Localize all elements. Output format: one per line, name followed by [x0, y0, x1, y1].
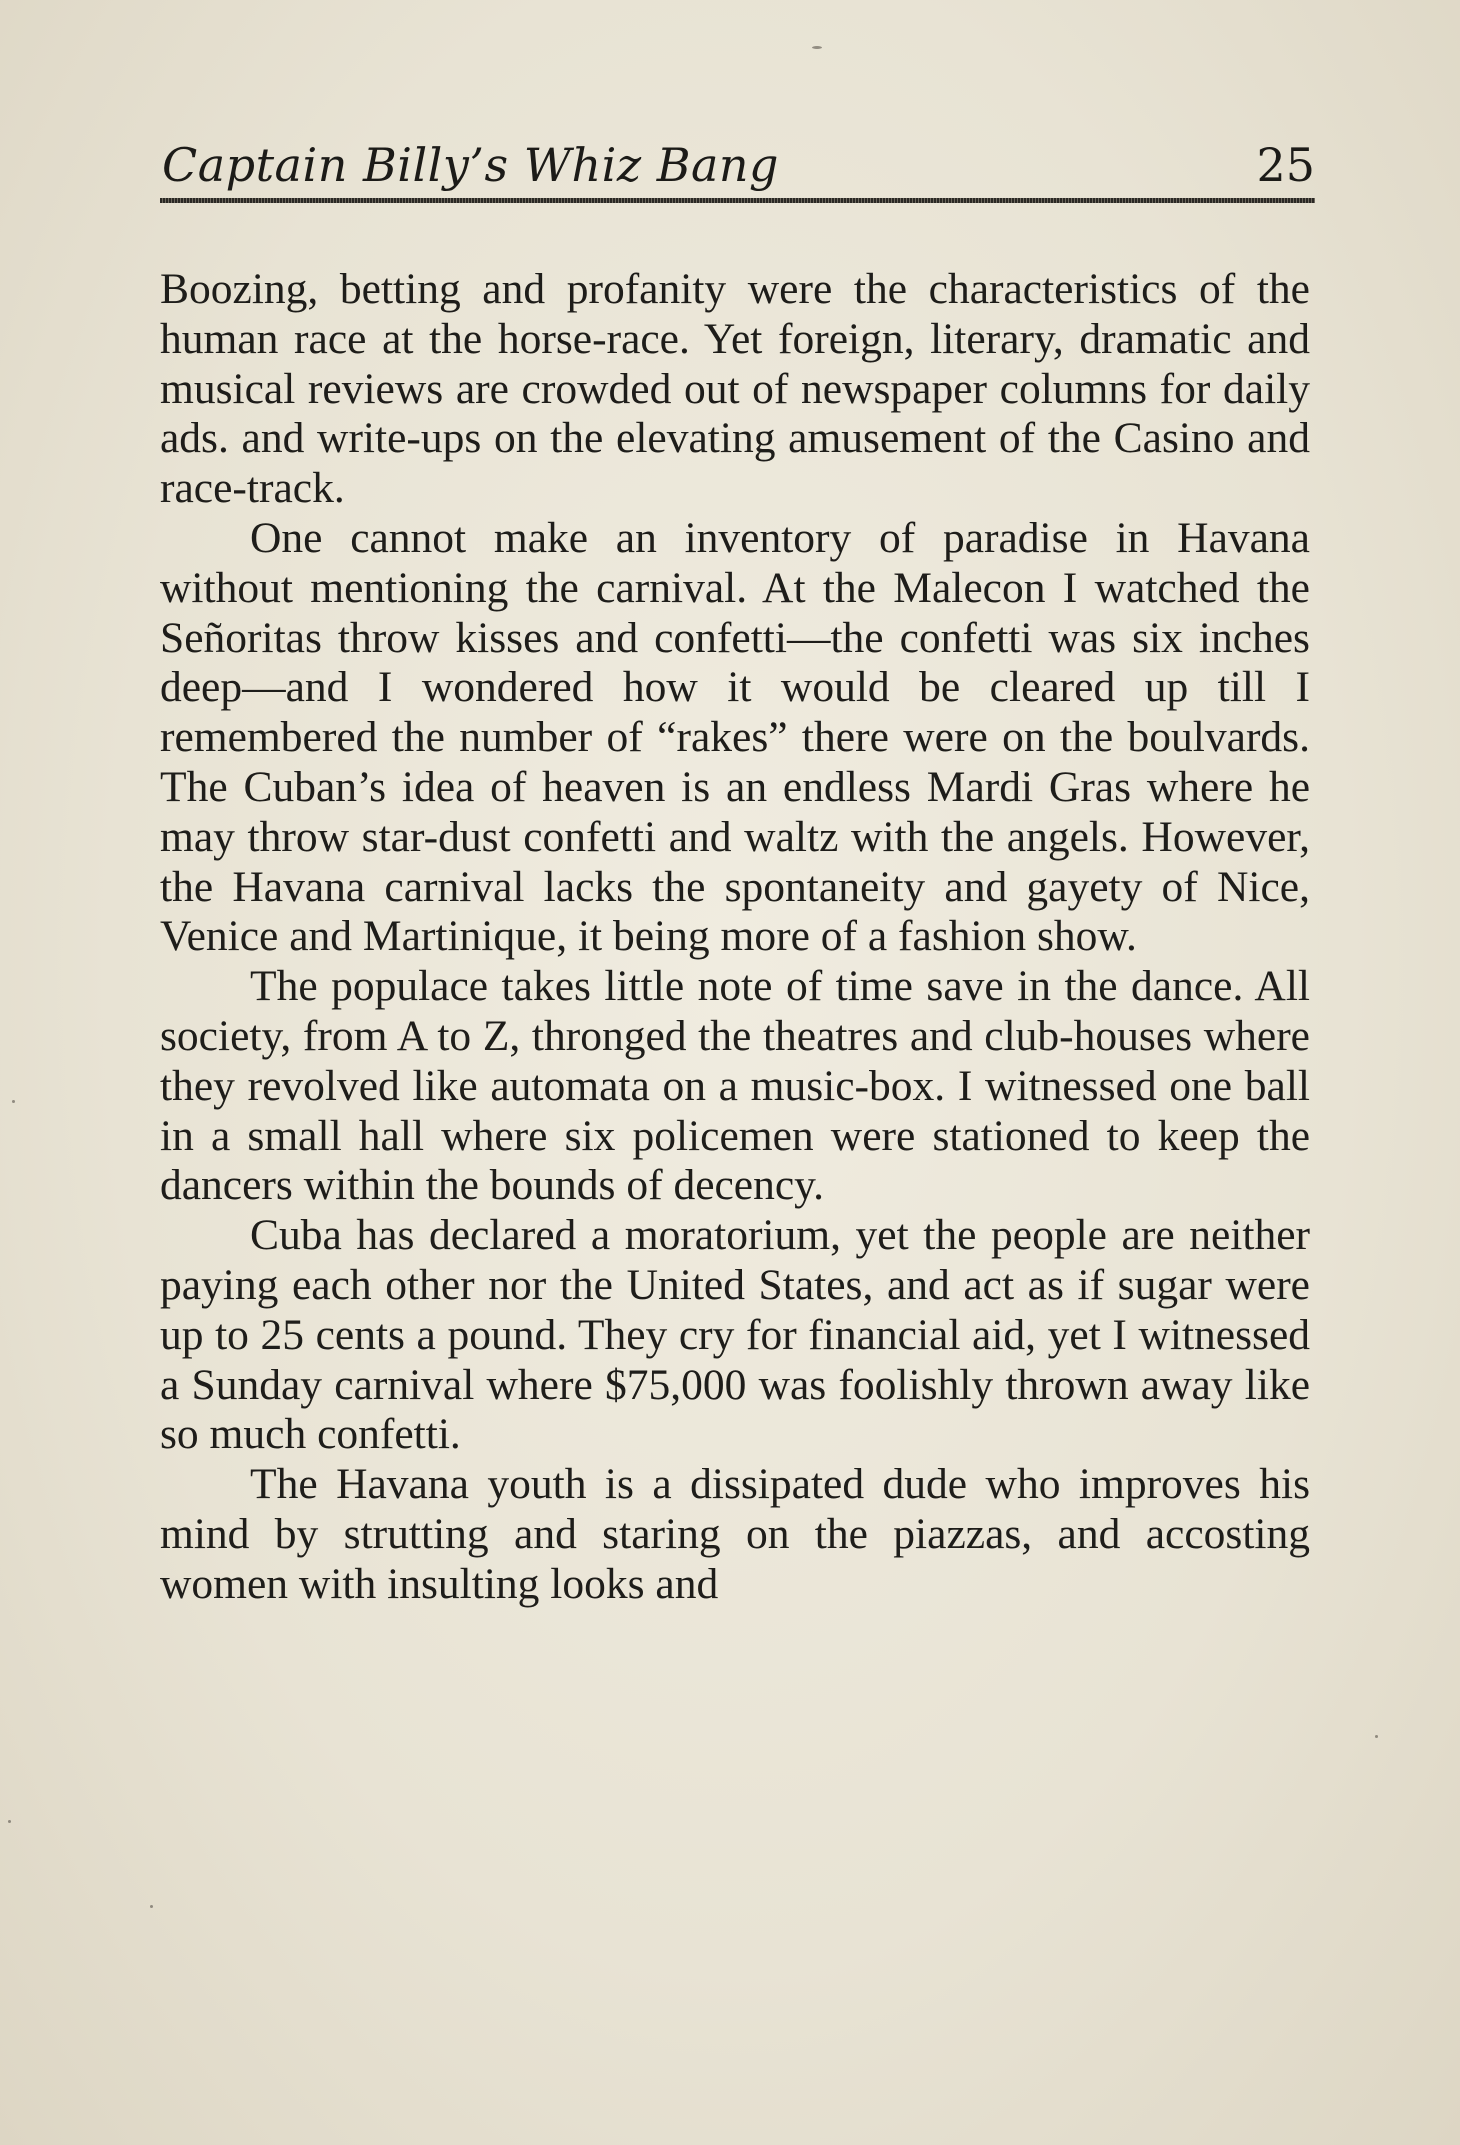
paper-speck [150, 1905, 153, 1908]
paragraph: The Havana youth is a dissipated dude who improves his mind by strutting and staring on the piazzas, and accosting women with insulting looks and [160, 1460, 1310, 1608]
page-header [160, 138, 1315, 198]
paragraph: One cannot make an inventory of paradise in Havana without mentioning the carnival. At the Malecon I watched the Señoritas throw kisses and confetti—the confetti was six inches deep—and I wondered how it would be cleared up till I remembered the number of “rakes” there were on the boulvards. The Cuban’s idea of heaven is an endless Mardi Gras where he may throw star-dust confetti and waltz with the angels. However, the Havana carnival lacks the spontaneity and gayety of Nice, Venice and Martinique, it being more of a fashion show. [160, 513, 1310, 961]
body-text [160, 265, 1310, 1610]
paragraph: Boozing, betting and profanity were the characteristics of the human race at the horse-race. Yet foreign, literary, dramatic and musical reviews are crowded out of newspaper columns for daily ads. and write-ups on the elevating amusement of the Casino and race-track. [160, 265, 1310, 513]
paper-speck [812, 46, 822, 49]
paper-speck [1375, 1735, 1378, 1738]
running-title: Captain Billy’s Whiz Bang [162, 138, 779, 192]
paper-speck [12, 1100, 15, 1103]
paragraph: The populace takes little note of time save in the dance. All society, from A to Z, thronged the theatres and club-houses where they revolved like automata on a music-box. I witnessed one ball in a small hall where six policemen were stationed to keep the dancers within the bounds of decency. [160, 962, 1310, 1210]
paragraph: Cuba has declared a moratorium, yet the people are neither paying each other nor the United States, and act as if sugar were up to 25 cents a pound. They cry for financial aid, yet I witnessed a Sunday carnival where $75,000 was foolishly thrown away like so much confetti. [160, 1211, 1310, 1459]
header-rule [160, 198, 1315, 203]
page-number: 25 [1256, 138, 1315, 192]
paper-speck [8, 1820, 11, 1823]
